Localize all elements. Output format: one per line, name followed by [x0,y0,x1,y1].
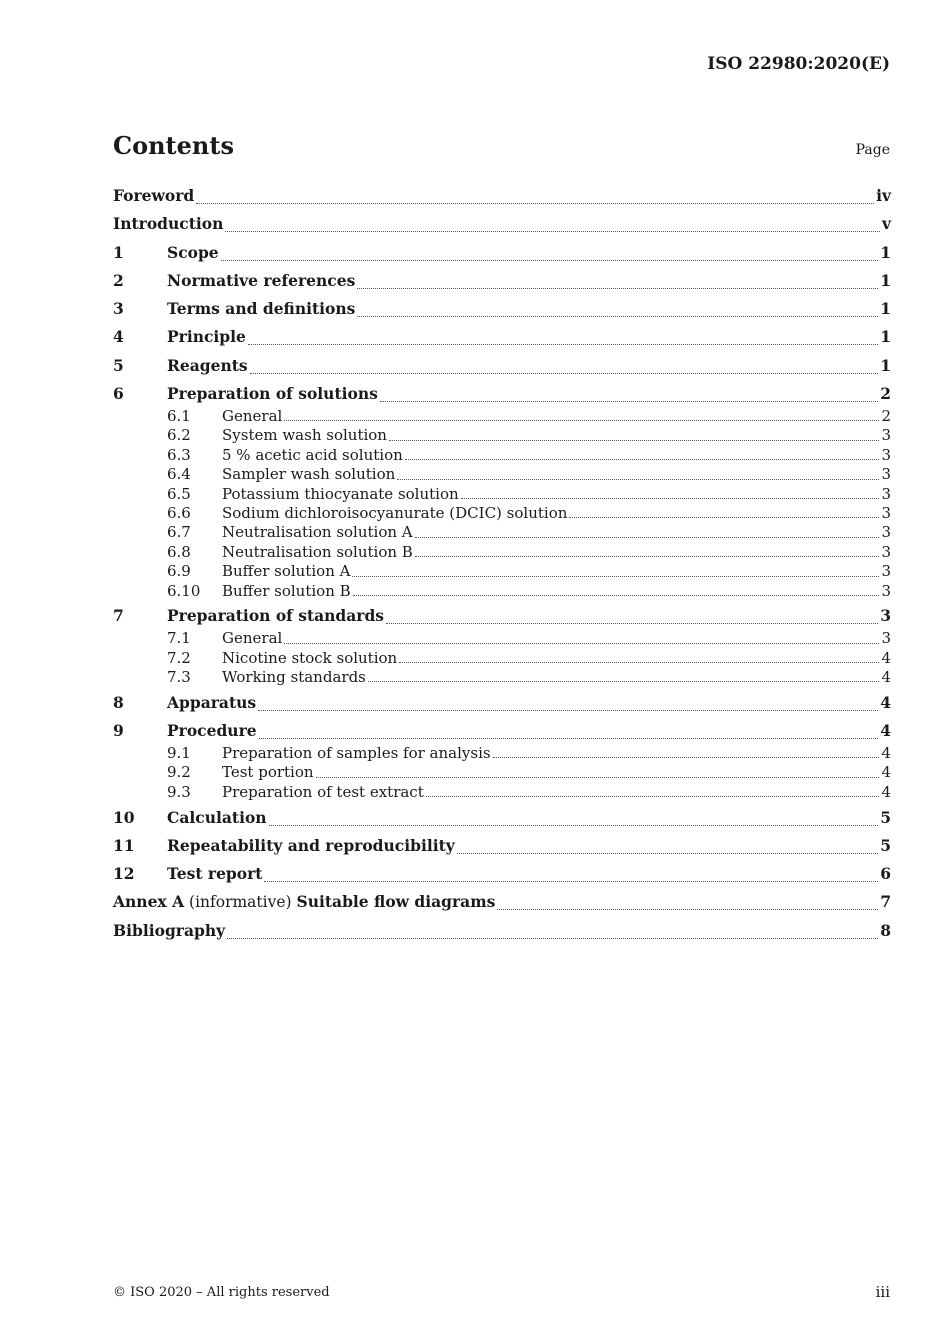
toc-entry-page: iv [876,186,891,205]
toc-entry-number: 6.5 [167,484,191,503]
toc-entry[interactable] [113,327,891,350]
toc-entry[interactable] [113,214,891,237]
dot-leader [368,680,880,682]
dot-leader [258,709,878,711]
toc-entry-number: 8 [113,692,124,712]
toc-entry-title: Neutralisation solution B [222,542,413,561]
toc-entry-title: General [222,629,283,648]
toc-entry-page: 3 [881,523,891,542]
toc-entry-title: Introduction [113,214,224,234]
toc-entry-title: Working standards [222,668,366,687]
toc-entry[interactable] [113,836,891,859]
toc-entry-number: 11 [113,835,135,855]
toc-entry[interactable] [113,426,891,445]
toc-entry-title: Nicotine stock solution [222,648,398,667]
toc-entry[interactable] [113,892,891,915]
toc-entry-title: Calculation [167,807,267,827]
toc-entry[interactable] [113,562,891,581]
toc-entry[interactable] [113,356,891,379]
toc-entry-page: 3 [881,465,891,484]
toc-entry[interactable] [113,783,891,802]
toc-entry-page: 3 [881,484,891,503]
dot-leader [415,555,880,557]
dot-leader [399,661,879,663]
toc-entry-number: 10 [113,807,135,827]
toc-entry-page: 4 [881,648,891,667]
toc-entry-number: 7.1 [167,629,191,648]
dot-leader [357,287,878,289]
toc-entry-title: Reagents [167,355,248,375]
toc-entry-title: Buffer solution B [222,581,351,600]
toc-entry[interactable] [113,407,891,426]
dot-leader [196,202,874,204]
toc-entry-number: 6.7 [167,523,191,542]
dot-leader [426,795,880,797]
toc-entry[interactable] [113,446,891,465]
copyright-notice: © ISO 2020 – All rights reserved [113,1285,330,1300]
toc-entry-title: Sodium dichloroisocyanurate (DCIC) solution [222,504,568,523]
dot-leader [397,478,879,480]
toc-entry-page: 3 [881,542,891,561]
toc-entry-number: 9.1 [167,744,191,763]
dot-leader [405,458,880,460]
toc-entry[interactable] [113,864,891,887]
toc-entry-number: 3 [113,299,124,319]
toc-entry[interactable] [113,271,891,294]
dot-leader [284,419,879,421]
toc-entry-title: Test report [167,864,263,884]
toc-entry-page: 4 [880,692,891,712]
toc-entry-title: Sampler wash solution [222,465,396,484]
page-number: iii [875,1283,890,1301]
toc-entry-number: 6.3 [167,445,191,464]
toc-entry-title: Potassium thiocyanate solution [222,484,459,503]
toc-entry-page: 4 [881,668,891,687]
table-of-contents [113,186,891,944]
toc-entry-number: 2 [113,270,124,290]
toc-entry[interactable] [113,504,891,523]
toc-entry-page: 3 [881,426,891,445]
toc-entry-number: 6.8 [167,542,191,561]
dot-leader [316,776,880,778]
toc-entry-title: System wash solution [222,426,387,445]
toc-entry-title: Apparatus [167,692,257,712]
toc-entry-title: Test portion [222,763,314,782]
toc-entry-page: 3 [881,504,891,523]
toc-entry-number: 9 [113,721,124,741]
page-title: Contents [113,131,234,160]
toc-entry-number: 6.6 [167,504,191,523]
toc-entry-title: Principle [167,327,246,347]
standard-id: ISO 22980:2020(E) [707,54,890,74]
toc-entry-title: Scope [167,242,219,262]
toc-entry-title: Preparation of solutions [167,384,378,404]
toc-entry-number: 6.4 [167,465,191,484]
toc-entry-page: 5 [880,835,891,855]
dot-leader [352,575,879,577]
dot-leader [227,937,878,939]
toc-entry-number: 7.2 [167,648,191,667]
dot-leader [497,908,878,910]
toc-entry-page: 2 [881,407,891,426]
toc-entry[interactable] [113,668,891,687]
toc-entry-page: 4 [881,744,891,763]
toc-entry-number: 6.1 [167,407,191,426]
dot-leader [461,497,880,499]
toc-entry[interactable] [113,763,891,782]
toc-entry-page: 5 [880,807,891,827]
toc-entry[interactable] [113,744,891,763]
toc-entry-page: 1 [880,355,891,375]
toc-entry-page: 4 [881,763,891,782]
toc-entry-title: Preparation of standards [167,606,385,626]
toc-entry-title: 5 % acetic acid solution [222,445,403,464]
toc-entry-title: Procedure [167,721,257,741]
toc-entry-page: 2 [880,384,891,404]
toc-entry-page: 3 [881,562,891,581]
toc-entry[interactable] [113,582,891,601]
toc-entry-page: 1 [880,242,891,262]
dot-leader [225,230,880,232]
toc-entry[interactable] [113,485,891,504]
dot-leader [269,824,879,826]
toc-entry[interactable] [113,606,891,629]
toc-entry-number: 9.3 [167,782,191,801]
toc-entry-page: 4 [881,782,891,801]
toc-entry-page: 7 [880,892,891,912]
toc-entry[interactable] [113,186,891,209]
page-column-label: Page [855,142,890,158]
toc-entry-title: General [222,407,283,426]
dot-leader [380,400,878,402]
toc-entry-title: Neutralisation solution A [222,523,413,542]
toc-entry-title: Terms and definitions [167,299,356,319]
dot-leader [250,372,879,374]
toc-entry-title: Normative references [167,270,356,290]
dot-leader [259,737,879,739]
toc-entry[interactable] [113,693,891,716]
toc-entry-number: 7 [113,606,124,626]
toc-entry[interactable] [113,465,891,484]
toc-entry-number: 6.2 [167,426,191,445]
dot-leader [457,852,878,854]
toc-entry[interactable] [113,543,891,562]
dot-leader [415,536,880,538]
toc-entry-number: 6.9 [167,562,191,581]
toc-entry[interactable] [113,299,891,322]
toc-entry-number: 6 [113,384,124,404]
toc-entry-title: Foreword [113,186,195,205]
toc-entry-number: 7.3 [167,668,191,687]
toc-entry-page: 1 [880,327,891,347]
toc-entry-page: 3 [881,445,891,464]
dot-leader [357,315,878,317]
toc-entry-page: 1 [880,270,891,290]
dot-leader [264,880,878,882]
dot-leader [493,756,880,758]
toc-entry-number: 6.10 [167,581,201,600]
toc-entry-page: 1 [880,299,891,319]
toc-entry[interactable] [113,384,891,407]
toc-entry-page: 6 [880,864,891,884]
dot-leader [221,259,879,261]
toc-entry-page: v [881,214,891,234]
toc-entry-title: Annex A (informative) Suitable flow diagrams [113,892,496,912]
toc-entry-number: 4 [113,327,124,347]
dot-leader [386,622,878,624]
toc-entry-title: Preparation of test extract [222,782,424,801]
toc-entry[interactable] [113,523,891,542]
toc-entry-number: 1 [113,242,124,262]
dot-leader [353,594,880,596]
toc-entry[interactable] [113,721,891,744]
toc-entry-number: 12 [113,864,135,884]
toc-entry-page: 3 [881,581,891,600]
toc-entry-page: 8 [880,920,891,940]
toc-entry-number: 5 [113,355,124,375]
toc-entry-title: Bibliography [113,920,226,940]
dot-leader [248,343,878,345]
toc-entry[interactable] [113,629,891,648]
toc-entry[interactable] [113,808,891,831]
dot-leader [284,642,879,644]
toc-entry-page: 4 [880,721,891,741]
toc-entry-number: 9.2 [167,763,191,782]
toc-entry-title: Preparation of samples for analysis [222,744,491,763]
dot-leader [569,516,879,518]
toc-entry-title: Repeatability and reproducibility [167,835,455,855]
toc-entry-page: 3 [880,606,891,626]
toc-entry-page: 3 [881,629,891,648]
toc-entry-title: Buffer solution A [222,562,351,581]
toc-entry[interactable] [113,921,891,944]
dot-leader [389,439,879,441]
toc-entry[interactable] [113,649,891,668]
toc-entry[interactable] [113,243,891,266]
